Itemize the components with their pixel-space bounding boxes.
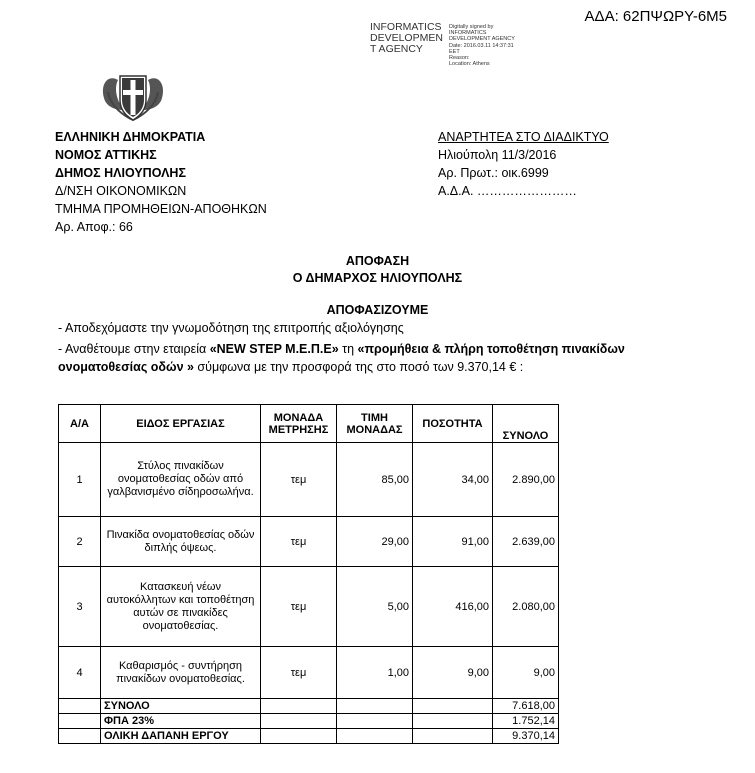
signature-detail-line: Date: 2016.03.11 14:37:31 — [449, 42, 514, 49]
grand-total-label: ΟΛΙΚΗ ΔΑΠΑΝΗ ΕΡΓΟΥ — [101, 729, 261, 744]
decision-point-2 — [58, 340, 708, 376]
row-description: Καθαρισμός - συντήρηση πινακίδων ονοματοθεσίας. — [101, 647, 261, 699]
issuer-line: ΔΗΜΟΣ ΗΛΙΟΥΠΟΛΗΣ — [55, 166, 186, 180]
decision-number: Αρ. Αποφ.: 66 — [55, 220, 133, 234]
col-header: ΠΟΣΟΤΗΤΑ — [413, 405, 493, 443]
row-description: Πινακίδα ονοματοθεσίας οδών διπλής όψεως. — [101, 517, 261, 567]
empty-cell — [59, 699, 101, 714]
contractor-name: «NEW STEP Μ.Ε.Π.Ε» — [209, 342, 339, 356]
row-quantity: 91,00 — [413, 517, 493, 567]
vat-label: ΦΠΑ 23% — [101, 714, 261, 729]
place-date: Ηλιούπολη 11/3/2016 — [438, 148, 557, 162]
posting-notice: ΑΝΑΡΤΗΤΕΑ ΣΤΟ ΔΙΑΔΙΚΤΥΟ — [438, 130, 609, 144]
vat-value: 1.752,14 — [493, 714, 559, 729]
row-unit-price: 29,00 — [337, 517, 413, 567]
ada-code: ΑΔΑ: 62ΠΨΩΡΥ-6Μ5 — [584, 8, 727, 25]
row-total: 9,00 — [493, 647, 559, 699]
row-unit-price: 5,00 — [337, 567, 413, 647]
row-quantity: 9,00 — [413, 647, 493, 699]
table-row — [59, 647, 559, 699]
empty-cell — [59, 729, 101, 744]
col-header: Α/Α — [59, 405, 101, 443]
table-row — [59, 567, 559, 647]
row-description: Στύλος πινακίδων ονοματοθεσίας οδών από γαλβανισμένο σίδηροσωλήνα. — [101, 443, 261, 517]
empty-cell — [337, 714, 413, 729]
row-unit-price: 85,00 — [337, 443, 413, 517]
signature-org-line: T AGENCY — [370, 43, 423, 55]
row-total: 2.890,00 — [493, 443, 559, 517]
cost-table — [58, 404, 559, 744]
empty-cell — [337, 699, 413, 714]
row-number: 2 — [59, 517, 101, 567]
reference-block — [438, 128, 609, 200]
col-header: ΤΙΜΗ ΜΟΝΑΔΑΣ — [337, 405, 413, 443]
decision-heading: ΑΠΟΦΑΣΙΖΟΥΜΕ — [326, 303, 429, 317]
empty-cell — [261, 714, 337, 729]
col-header: ΣΥΝΟΛΟ — [493, 405, 559, 443]
row-unit: τεμ — [261, 517, 337, 567]
signature-detail-line: Digitally signed by — [449, 24, 494, 30]
text-span: τη — [338, 342, 358, 356]
issuer-line: ΕΛΛΗΝΙΚΗ ΔΗΜΟΚΡΑΤΙΑ — [55, 130, 206, 144]
empty-cell — [261, 729, 337, 744]
empty-cell — [413, 729, 493, 744]
grand-total-value: 9.370,14 — [493, 729, 559, 744]
signature-org-line: DEVELOPMEN — [370, 32, 443, 44]
ada-placeholder: Α.Δ.Α. …………………… — [438, 184, 577, 198]
row-total: 2.639,00 — [493, 517, 559, 567]
signature-detail-line: INFORMATICS — [449, 30, 487, 37]
empty-cell — [413, 714, 493, 729]
document-title: ΑΠΟΦΑΣΗ — [345, 254, 410, 268]
decision-point-1: - Αποδεχόμαστε την γνωμοδότηση της επιτροπής αξιολόγησης — [58, 321, 404, 335]
project-name: «προμήθεια & πλήρη τοποθέτηση πινακίδων ονοματοθεσίας οδών » — [58, 342, 625, 374]
signature-org — [370, 22, 443, 55]
col-header: ΕΙΔΟΣ ΕΡΓΑΣΙΑΣ — [101, 405, 261, 443]
document-subtitle: Ο ΔΗΜΑΡΧΟΣ ΗΛΙΟΥΠΟΛΗΣ — [292, 271, 463, 285]
issuer-line: ΝΟΜΟΣ ΑΤΤΙΚΗΣ — [55, 148, 157, 162]
row-number: 1 — [59, 443, 101, 517]
row-unit: τεμ — [261, 443, 337, 517]
empty-cell — [413, 699, 493, 714]
text-span: σύμφωνα με την προσφορά της στο ποσό των 9.370,14 € : — [193, 360, 524, 374]
signature-details — [449, 24, 515, 67]
empty-cell — [59, 714, 101, 729]
issuer-line: Δ/ΝΣΗ ΟΙΚΟΝΟΜΙΚΩΝ — [55, 184, 187, 198]
subtotal-row — [59, 699, 559, 714]
empty-cell — [261, 699, 337, 714]
signature-detail-line: EET — [449, 48, 460, 55]
row-total: 2.080,00 — [493, 567, 559, 647]
table-row — [59, 443, 559, 517]
issuer-block — [55, 128, 267, 236]
coat-of-arms-icon — [100, 70, 166, 128]
row-quantity: 416,00 — [413, 567, 493, 647]
text-span: - Αναθέτουμε στην εταιρεία — [58, 342, 210, 356]
signature-detail-line: Location: Athens — [449, 61, 490, 68]
grand-total-row — [59, 729, 559, 744]
table-row — [59, 517, 559, 567]
row-number: 4 — [59, 647, 101, 699]
signature-detail-line: DEVELOPMENT AGENCY — [449, 36, 515, 43]
row-unit: τεμ — [261, 647, 337, 699]
row-unit-price: 1,00 — [337, 647, 413, 699]
row-quantity: 34,00 — [413, 443, 493, 517]
table-header-row — [59, 405, 559, 443]
signature-org-line: INFORMATICS — [370, 21, 442, 33]
empty-cell — [337, 729, 413, 744]
vat-row — [59, 714, 559, 729]
col-header: ΜΟΝΑΔΑ ΜΕΤΡΗΣΗΣ — [261, 405, 337, 443]
row-description: Κατασκευή νέων αυτοκόλλητων και τοποθέτηση αυτών σε πινακίδες ονοματοθεσίας. — [101, 567, 261, 647]
protocol-number: Αρ. Πρωτ.: οικ.6999 — [438, 166, 549, 180]
issuer-line: ΤΜΗΜΑ ΠΡΟΜΗΘΕΙΩΝ-ΑΠΟΘΗΚΩΝ — [55, 202, 267, 216]
subtotal-value: 7.618,00 — [493, 699, 559, 714]
row-number: 3 — [59, 567, 101, 647]
row-unit: τεμ — [261, 567, 337, 647]
subtotal-label: ΣΥΝΟΛΟ — [101, 699, 261, 714]
signature-detail-line: Reason: — [449, 55, 470, 62]
